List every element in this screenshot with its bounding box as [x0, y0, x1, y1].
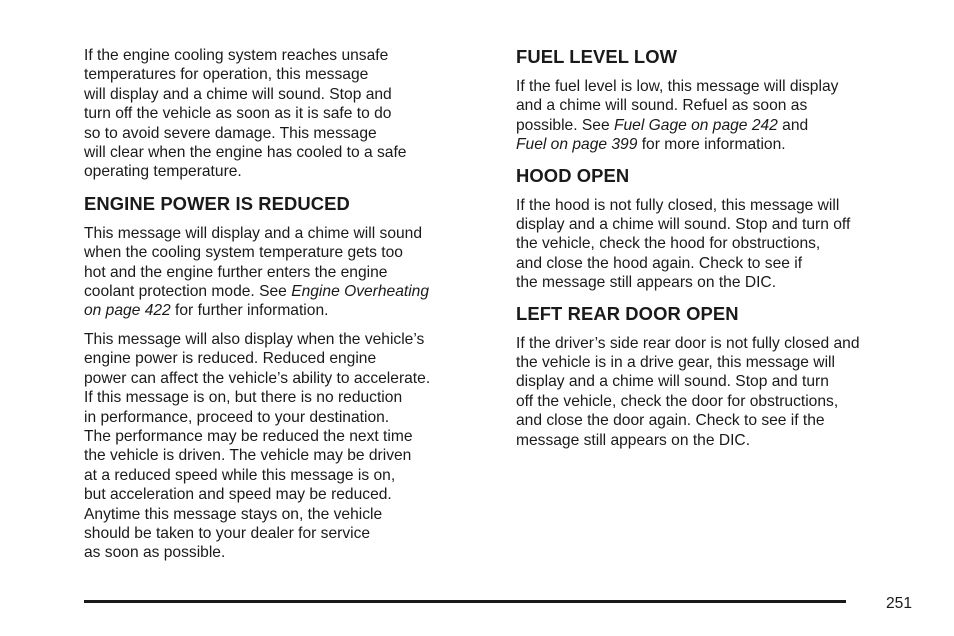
cross-reference-page: on page 422 — [84, 302, 171, 320]
text-line: If the driver’s side rear door is not fully closed and — [516, 334, 860, 352]
text-line: power can affect the vehicle’s ability to accelerate. — [84, 369, 431, 387]
text-line: the vehicle is driven. The vehicle may be driven — [84, 447, 412, 465]
heading-left-rear-door-open: LEFT REAR DOOR OPEN — [516, 302, 739, 324]
text-line: the vehicle is in a drive gear, this message will — [516, 354, 835, 372]
text-line: and close the door again. Check to see if the — [516, 412, 825, 430]
hood-paragraph — [516, 196, 920, 293]
cross-reference-fuel-gage: Fuel Gage on page 242 — [613, 116, 778, 134]
heading-hood-open: HOOD OPEN — [516, 164, 630, 186]
cross-reference-fuel: Fuel on page 399 — [516, 136, 638, 154]
text-run: and — [777, 116, 809, 134]
text-run: possible. See — [516, 116, 614, 134]
heading-fuel-level-low: FUEL LEVEL LOW — [516, 46, 678, 67]
text-line: If the hood is not fully closed, this message will — [516, 196, 840, 214]
text-run: coolant protection mode. See — [84, 283, 292, 301]
text-line — [84, 301, 488, 320]
text-line: at a reduced speed while this message is on, — [84, 466, 396, 484]
text-line: operating temperature. — [84, 163, 242, 181]
text-line: temperatures for operation, this message — [84, 66, 369, 84]
text-line: display and a chime will sound. Stop and turn — [516, 373, 829, 391]
intro-paragraph — [84, 46, 488, 182]
text-line: hot and the engine further enters the engine — [84, 263, 388, 281]
engine-power-paragraph-2 — [84, 330, 488, 563]
text-line: off the vehicle, check the door for obstructions, — [516, 392, 839, 410]
text-line: display and a chime will sound. Stop and turn off — [516, 216, 851, 234]
text-line: This message will display and a chime will sound — [84, 224, 423, 242]
text-line: the vehicle, check the hood for obstructions, — [516, 235, 821, 253]
text-line: the message still appears on the DIC. — [516, 274, 777, 292]
text-line — [84, 282, 488, 301]
text-line: but acceleration and speed may be reduced. — [84, 486, 392, 504]
footer-rule — [84, 600, 846, 603]
text-line: If the engine cooling system reaches unsafe — [84, 47, 389, 64]
text-line: engine power is reduced. Reduced engine — [84, 350, 377, 368]
heading-engine-power-reduced: ENGINE POWER IS REDUCED — [84, 192, 350, 214]
text-line: If the fuel level is low, this message will display — [516, 78, 839, 95]
text-line: so to avoid severe damage. This message — [84, 124, 377, 142]
engine-power-paragraph-1 — [84, 224, 488, 321]
right-column — [516, 46, 920, 450]
cross-reference-engine-overheating: Engine Overheating — [291, 283, 430, 301]
page-number: 251 — [886, 595, 913, 612]
text-line — [516, 135, 920, 154]
text-line: in performance, proceed to your destination. — [84, 408, 390, 426]
text-line: should be taken to your dealer for service — [84, 524, 371, 542]
door-paragraph — [516, 334, 920, 450]
text-run: for more information. — [637, 136, 786, 154]
text-line: If this message is on, but there is no reduction — [84, 389, 403, 407]
text-line: will clear when the engine has cooled to a safe — [84, 144, 407, 162]
text-line: as soon as possible. — [84, 544, 226, 562]
text-line: The performance may be reduced the next time — [84, 427, 413, 445]
text-line: and a chime will sound. Refuel as soon as — [516, 97, 808, 115]
left-column — [84, 46, 488, 563]
text-line: This message will also display when the vehicle’s — [84, 330, 425, 348]
text-line: Anytime this message stays on, the vehicle — [84, 505, 383, 523]
text-run: for further information. — [170, 302, 329, 320]
text-line — [516, 116, 920, 135]
fuel-paragraph — [516, 77, 920, 155]
text-line: message still appears on the DIC. — [516, 431, 751, 449]
text-line: turn off the vehicle as soon as it is safe to do — [84, 105, 392, 123]
text-line: will display and a chime will sound. Stop and — [84, 85, 392, 103]
text-line: when the cooling system temperature gets too — [84, 244, 403, 262]
text-line: and close the hood again. Check to see if — [516, 254, 803, 272]
